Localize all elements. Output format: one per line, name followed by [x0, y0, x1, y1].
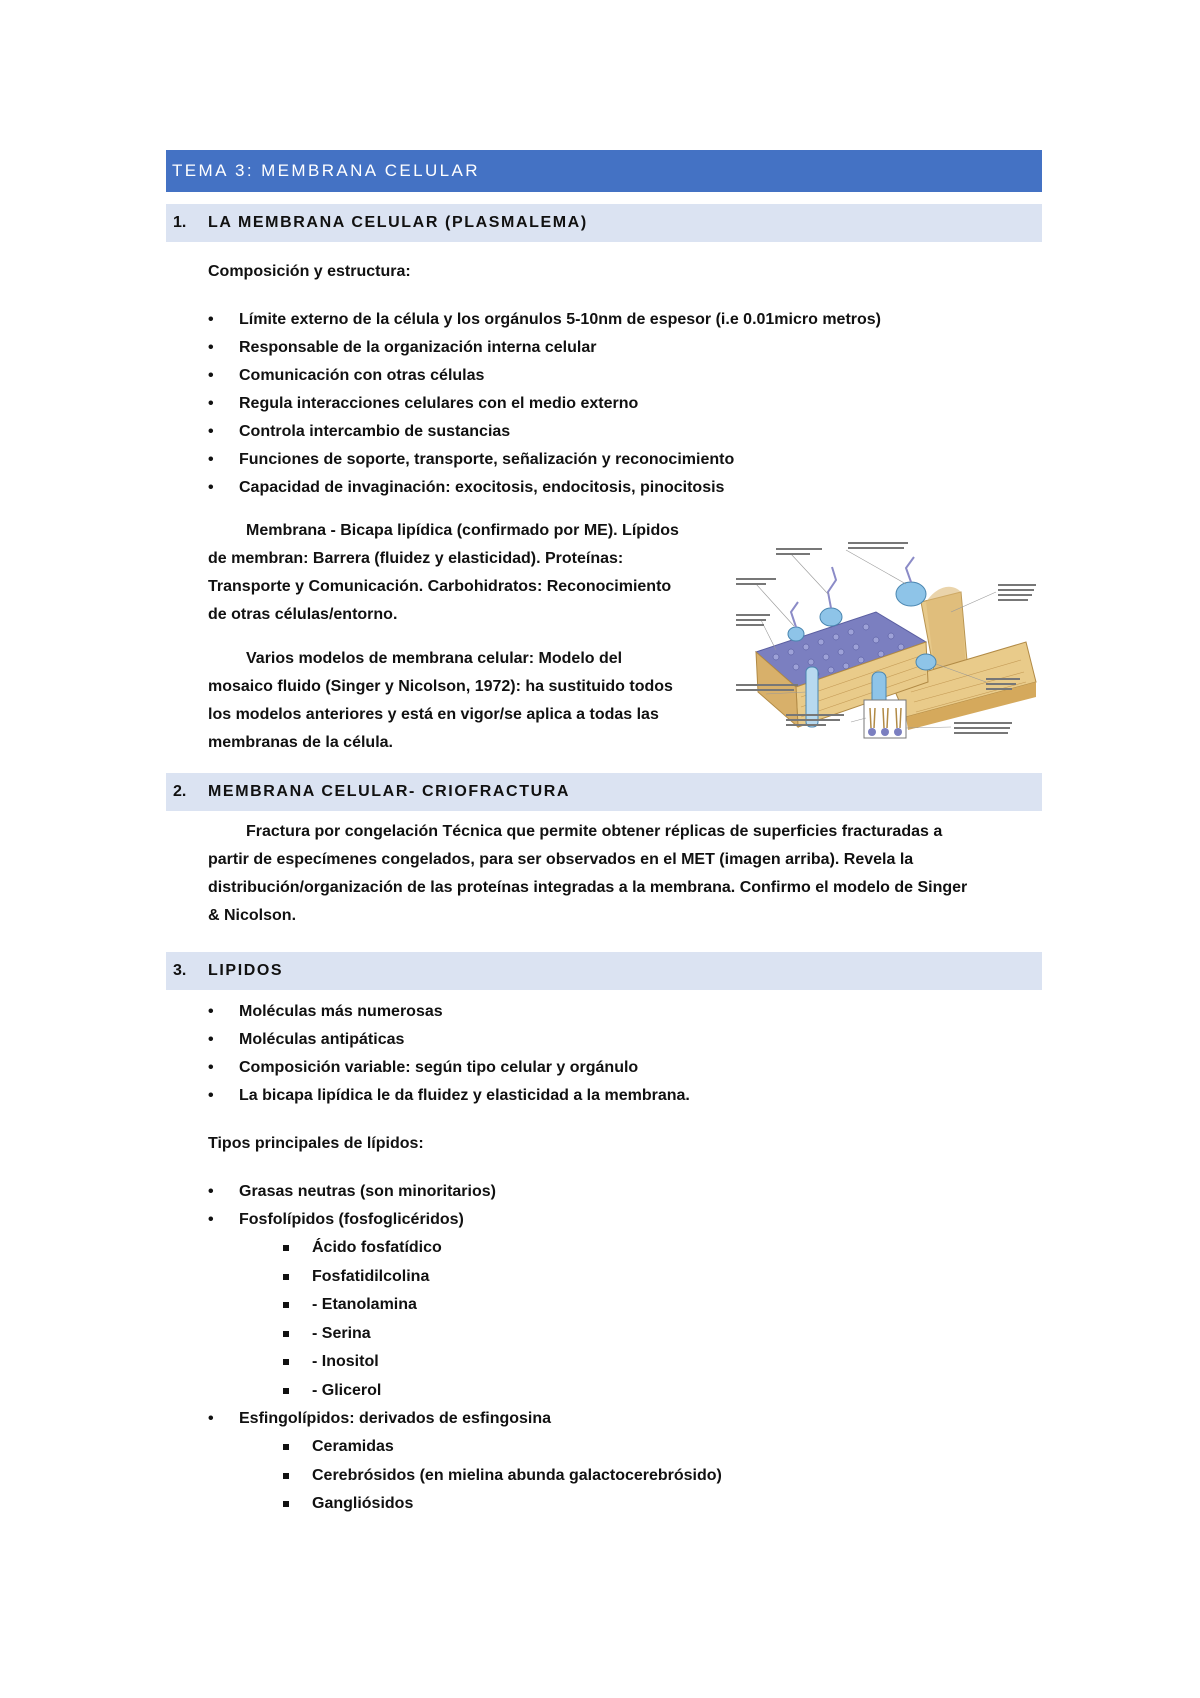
- paragraph-criofractura: [208, 818, 1042, 930]
- lipid-types-list: [166, 1405, 1042, 1433]
- membrane-diagram-figure: [736, 532, 1038, 766]
- subtitle: Composición y estructura:: [208, 263, 411, 280]
- list-item: • Comunicación con otras células: [166, 362, 1042, 390]
- paragraph-modelos: [208, 645, 718, 757]
- fluid-mosaic-illustration: [736, 532, 1038, 766]
- section-1-heading: [166, 204, 1042, 242]
- list-item: • Esfingolípidos: derivados de esfingosina: [166, 1405, 1042, 1433]
- list-item: • Controla intercambio de sustancias: [166, 418, 1042, 446]
- section-number: 1.: [173, 214, 187, 231]
- sub-list-item: Ácido fosfatídico: [166, 1234, 1042, 1263]
- text-line: de membran: Barrera (fluidez y elasticidad). Proteínas:: [208, 550, 624, 567]
- sub-list-item: - Etanolamina: [166, 1291, 1042, 1320]
- sub-list-item: Fosfatidilcolina: [166, 1263, 1042, 1292]
- document-title: TEMA 3: MEMBRANA CELULAR: [166, 150, 1042, 192]
- section-number: 3.: [173, 962, 187, 979]
- list-item: • Regula interacciones celulares con el medio externo: [166, 390, 1042, 418]
- sub-list-item: - Glicerol: [166, 1377, 1042, 1406]
- sub-list-item: - Serina: [166, 1320, 1042, 1349]
- list-item: • Moléculas antipáticas: [166, 1026, 1042, 1054]
- sub-list-item: Gangliósidos: [166, 1490, 1042, 1519]
- text-line: los modelos anteriores y está en vigor/se aplica a todas las: [208, 706, 659, 723]
- document-page: [166, 150, 1042, 1519]
- text-line: Membrana - Bicapa lipídica (confirmado por ME). Lípidos: [246, 522, 679, 539]
- section-title: LIPIDOS: [208, 962, 284, 979]
- section-3-heading: [166, 952, 1042, 990]
- lipid-types-list: [166, 1178, 1042, 1234]
- sub-list-item: - Inositol: [166, 1348, 1042, 1377]
- text-line: distribución/organización de las proteínas integradas a la membrana. Confirmo el modelo de Singer: [208, 879, 968, 896]
- bullet-list: [166, 998, 1042, 1110]
- sub-list-item: Cerebrósidos (en mielina abunda galactocerebrósido): [166, 1462, 1042, 1491]
- list-item: • Capacidad de invaginación: exocitosis, endocitosis, pinocitosis: [166, 474, 1042, 502]
- text-line: mosaico fluido (Singer y Nicolson, 1972): ha sustituido todos: [208, 678, 673, 695]
- text-line: Fractura por congelación Técnica que permite obtener réplicas de superficies fracturadas a: [246, 823, 943, 840]
- list-item: • Límite externo de la célula y los orgánulos 5-10nm de espesor (i.e 0.01micro metros): [166, 306, 1042, 334]
- subtitle: Tipos principales de lípidos:: [208, 1135, 424, 1152]
- list-item: • La bicapa lipídica le da fluidez y elasticidad a la membrana.: [166, 1082, 1042, 1110]
- section-title: LA MEMBRANA CELULAR (PLASMALEMA): [208, 214, 588, 231]
- paragraph-bicapa: [208, 517, 718, 629]
- list-item: • Moléculas más numerosas: [166, 998, 1042, 1026]
- list-item: • Responsable de la organización interna celular: [166, 334, 1042, 362]
- sub-list-item: Ceramidas: [166, 1433, 1042, 1462]
- bullet-list: [166, 306, 1042, 502]
- section-2-heading: [166, 773, 1042, 811]
- list-item: • Fosfolípidos (fosfoglicéridos): [166, 1206, 1042, 1234]
- sub-list: [166, 1433, 1042, 1519]
- text-line: Transporte y Comunicación. Carbohidratos: Reconocimiento: [208, 578, 672, 595]
- list-item: • Composición variable: según tipo celular y orgánulo: [166, 1054, 1042, 1082]
- text-line: partir de especímenes congelados, para ser observados en el MET (imagen arriba). Revela la: [208, 851, 914, 868]
- text-line: membranas de la célula.: [208, 734, 393, 751]
- list-item: • Funciones de soporte, transporte, señalización y reconocimiento: [166, 446, 1042, 474]
- text-line: Varios modelos de membrana celular: Modelo del: [246, 650, 623, 667]
- section-title: MEMBRANA CELULAR- CRIOFRACTURA: [208, 783, 571, 800]
- sub-list: [166, 1234, 1042, 1405]
- text-line: & Nicolson.: [208, 907, 297, 924]
- text-line: de otras células/entorno.: [208, 606, 398, 623]
- list-item: • Grasas neutras (son minoritarios): [166, 1178, 1042, 1206]
- section-number: 2.: [173, 783, 187, 800]
